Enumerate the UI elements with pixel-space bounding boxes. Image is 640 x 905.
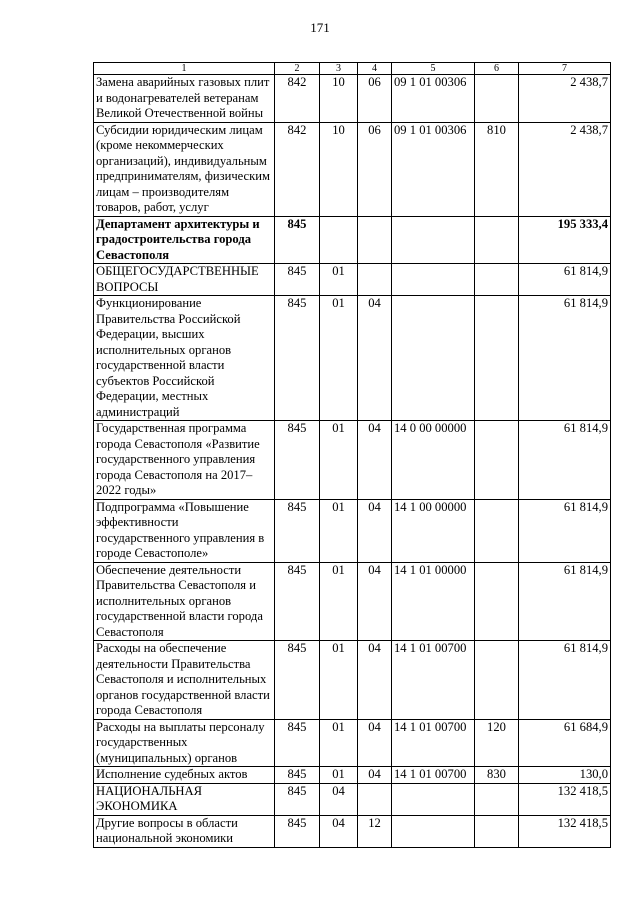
column-header: 7 xyxy=(519,63,611,75)
row-subsection: 04 xyxy=(358,767,392,784)
row-expense-type xyxy=(475,641,519,720)
row-section: 01 xyxy=(320,421,358,500)
column-header: 6 xyxy=(475,63,519,75)
row-name: Подпрограмма «Повышение эффективности государственного управления в городе Севастополе» xyxy=(94,499,275,562)
row-admin-code: 845 xyxy=(275,767,320,784)
row-name: Замена аварийных газовых плит и водонагревателей ветеранам Великой Отечественной войны xyxy=(94,75,275,123)
row-name: Департамент архитектуры и градостроительства города Севастополя xyxy=(94,216,275,264)
table-row xyxy=(94,719,611,767)
row-subsection: 04 xyxy=(358,421,392,500)
row-admin-code: 845 xyxy=(275,421,320,500)
row-subsection: 04 xyxy=(358,562,392,641)
row-expense-type xyxy=(475,216,519,264)
row-expense-type xyxy=(475,264,519,296)
row-admin-code: 845 xyxy=(275,216,320,264)
row-section: 10 xyxy=(320,122,358,216)
row-target-code xyxy=(392,815,475,847)
row-admin-code: 845 xyxy=(275,815,320,847)
table-header-row xyxy=(94,63,611,75)
row-target-code: 14 1 01 00000 xyxy=(392,562,475,641)
column-header: 3 xyxy=(320,63,358,75)
table-row xyxy=(94,122,611,216)
column-header: 1 xyxy=(94,63,275,75)
row-target-code: 14 1 01 00700 xyxy=(392,641,475,720)
row-name: Функционирование Правительства Российской Федерации, высших исполнительных органов государственной власти субъектов Российской Федерации, местных администраций xyxy=(94,296,275,421)
row-section: 01 xyxy=(320,719,358,767)
table-row xyxy=(94,815,611,847)
row-target-code xyxy=(392,296,475,421)
row-admin-code: 845 xyxy=(275,641,320,720)
row-expense-type xyxy=(475,421,519,500)
table-row xyxy=(94,562,611,641)
table-row xyxy=(94,264,611,296)
row-section: 04 xyxy=(320,815,358,847)
row-admin-code: 845 xyxy=(275,562,320,641)
row-target-code xyxy=(392,783,475,815)
row-section: 04 xyxy=(320,783,358,815)
row-target-code: 14 1 01 00700 xyxy=(392,719,475,767)
row-subsection: 06 xyxy=(358,122,392,216)
row-section: 01 xyxy=(320,767,358,784)
row-section: 01 xyxy=(320,641,358,720)
row-admin-code: 845 xyxy=(275,719,320,767)
row-amount: 61 814,9 xyxy=(519,641,611,720)
row-section: 10 xyxy=(320,75,358,123)
row-name: ОБЩЕГОСУДАРСТВЕННЫЕ ВОПРОСЫ xyxy=(94,264,275,296)
row-amount: 61 814,9 xyxy=(519,499,611,562)
row-admin-code: 845 xyxy=(275,264,320,296)
row-subsection xyxy=(358,783,392,815)
row-target-code: 14 0 00 00000 xyxy=(392,421,475,500)
row-section: 01 xyxy=(320,264,358,296)
table-row xyxy=(94,296,611,421)
budget-table xyxy=(93,62,611,848)
row-name: Исполнение судебных актов xyxy=(94,767,275,784)
row-admin-code: 845 xyxy=(275,783,320,815)
table-body xyxy=(94,75,611,848)
row-subsection: 06 xyxy=(358,75,392,123)
page-number: 171 xyxy=(310,20,330,35)
row-name: Обеспечение деятельности Правительства Севастополя и исполнительных органов государственной власти города Севастополя xyxy=(94,562,275,641)
row-amount: 61 684,9 xyxy=(519,719,611,767)
row-target-code xyxy=(392,216,475,264)
row-expense-type xyxy=(475,815,519,847)
row-amount: 130,0 xyxy=(519,767,611,784)
row-admin-code: 845 xyxy=(275,296,320,421)
row-name: НАЦИОНАЛЬНАЯ ЭКОНОМИКА xyxy=(94,783,275,815)
row-amount: 61 814,9 xyxy=(519,562,611,641)
row-name: Субсидии юридическим лицам (кроме некоммерческих организаций), индивидуальным предпринимателям, физическим лицам – производителям товаров, работ, услуг xyxy=(94,122,275,216)
table-row xyxy=(94,216,611,264)
row-expense-type xyxy=(475,499,519,562)
row-subsection: 04 xyxy=(358,296,392,421)
row-section xyxy=(320,216,358,264)
row-name: Государственная программа города Севастополя «Развитие государственного управления города Севастополя на 2017–2022 годы» xyxy=(94,421,275,500)
row-name: Расходы на выплаты персоналу государственных (муниципальных) органов xyxy=(94,719,275,767)
row-name: Расходы на обеспечение деятельности Правительства Севастополя и исполнительных органов государственной власти города Севастополя xyxy=(94,641,275,720)
row-amount: 61 814,9 xyxy=(519,264,611,296)
row-admin-code: 845 xyxy=(275,499,320,562)
row-target-code: 14 1 01 00700 xyxy=(392,767,475,784)
row-section: 01 xyxy=(320,562,358,641)
row-expense-type xyxy=(475,562,519,641)
column-header: 4 xyxy=(358,63,392,75)
table-row xyxy=(94,641,611,720)
row-target-code: 09 1 01 00306 xyxy=(392,122,475,216)
table-row xyxy=(94,421,611,500)
row-expense-type: 810 xyxy=(475,122,519,216)
row-subsection xyxy=(358,264,392,296)
row-amount: 132 418,5 xyxy=(519,783,611,815)
row-amount: 2 438,7 xyxy=(519,122,611,216)
row-amount: 195 333,4 xyxy=(519,216,611,264)
row-amount: 132 418,5 xyxy=(519,815,611,847)
row-target-code xyxy=(392,264,475,296)
column-header: 2 xyxy=(275,63,320,75)
row-expense-type xyxy=(475,75,519,123)
row-amount: 2 438,7 xyxy=(519,75,611,123)
row-subsection: 04 xyxy=(358,719,392,767)
row-section: 01 xyxy=(320,499,358,562)
row-subsection: 04 xyxy=(358,641,392,720)
row-target-code: 14 1 00 00000 xyxy=(392,499,475,562)
row-target-code: 09 1 01 00306 xyxy=(392,75,475,123)
row-expense-type xyxy=(475,296,519,421)
row-section: 01 xyxy=(320,296,358,421)
row-admin-code: 842 xyxy=(275,122,320,216)
row-subsection: 12 xyxy=(358,815,392,847)
row-amount: 61 814,9 xyxy=(519,421,611,500)
column-header: 5 xyxy=(392,63,475,75)
row-admin-code: 842 xyxy=(275,75,320,123)
table-row xyxy=(94,767,611,784)
row-name: Другие вопросы в области национальной экономики xyxy=(94,815,275,847)
table-row xyxy=(94,75,611,123)
row-subsection: 04 xyxy=(358,499,392,562)
row-amount: 61 814,9 xyxy=(519,296,611,421)
table-row xyxy=(94,783,611,815)
table-row xyxy=(94,499,611,562)
row-expense-type xyxy=(475,783,519,815)
row-subsection xyxy=(358,216,392,264)
row-expense-type: 120 xyxy=(475,719,519,767)
row-expense-type: 830 xyxy=(475,767,519,784)
